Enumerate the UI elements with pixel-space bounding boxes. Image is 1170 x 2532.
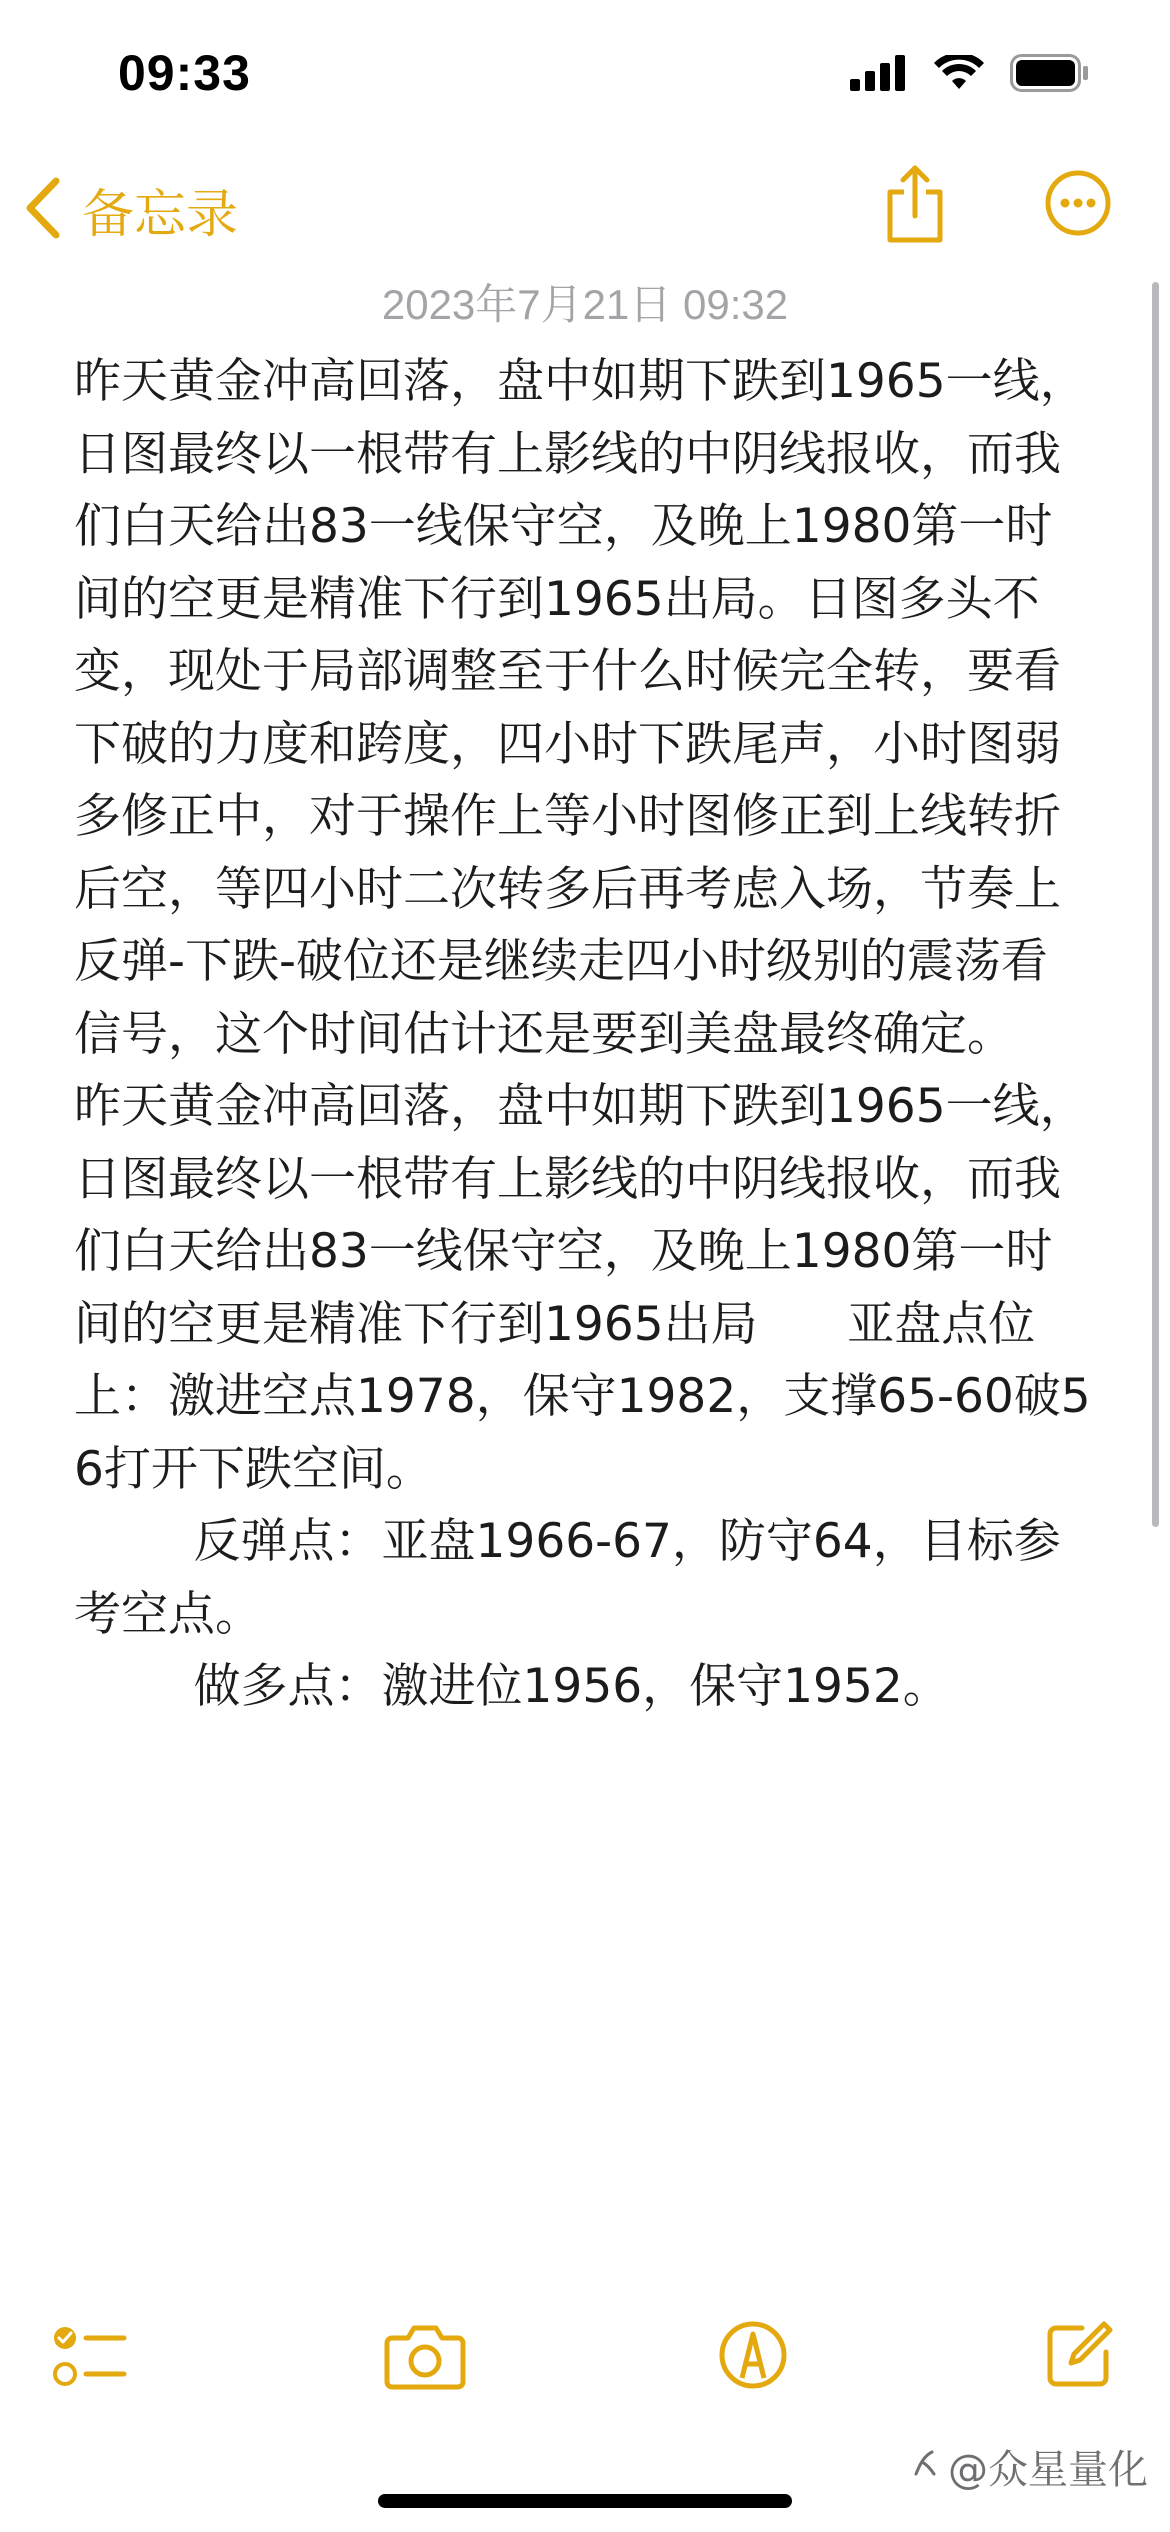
nav-bar xyxy=(0,150,1170,270)
home-indicator[interactable] xyxy=(378,2494,792,2508)
note-paragraph: 昨天黄金冲高回落，盘中如期下跌到1965一线，日图最终以一根带有上影线的中阴线报收，而我们白天给出83一线保守空，及晚上1980第一时间的空更是精准下行到1965出局 亚盘点位上：激进空点1978，保守1982，支撑65-60破56打开下跌空间。 xyxy=(74,1079,1091,1497)
watermark xyxy=(910,2438,1148,2495)
battery-icon xyxy=(1010,54,1090,92)
share-icon xyxy=(884,231,946,250)
bottom-toolbar xyxy=(0,2300,1170,2420)
status-icons xyxy=(850,54,1090,92)
markup-icon xyxy=(718,2375,788,2394)
camera-icon xyxy=(384,2375,466,2394)
status-bar xyxy=(0,0,1170,150)
markup-button[interactable] xyxy=(718,2320,788,2394)
note-body[interactable] xyxy=(74,346,1094,1724)
zhihu-logo-icon xyxy=(910,2444,944,2490)
more-icon xyxy=(1045,221,1111,240)
note-paragraph: 反弹点：亚盘1966-67，防守64，目标参考空点。 xyxy=(74,1514,1061,1642)
note-paragraph: 做多点：激进位1956，保守1952。 xyxy=(74,1659,950,1714)
wifi-icon xyxy=(934,55,984,91)
checklist-icon xyxy=(52,2377,128,2396)
compose-icon xyxy=(1046,2373,1114,2392)
signal-icon xyxy=(850,55,908,91)
status-time: 09:33 xyxy=(118,45,251,101)
note-paragraph: 昨天黄金冲高回落，盘中如期下跌到1965一线，日图最终以一根带有上影线的中阴线报收，而我们白天给出83一线保守空，及晚上1980第一时间的空更是精准下行到1965出局。日图多头不变，现处于局部调整至于什么时候完全转，要看下破的力度和跨度，四小时下跌尾声，小时图弱多修正中，对于操作上等小时图修正到上线转折后空，等四小时二次转多后再考虑入场，节奏上反弹-下跌-破位还是继续走四小时级别的震荡看信号，这个时间估计还是要到美盘最终确定。 xyxy=(74,354,1087,1062)
back-label: 备忘录 xyxy=(82,185,239,245)
more-button[interactable] xyxy=(1045,170,1111,240)
scroll-indicator[interactable] xyxy=(1152,282,1159,1527)
compose-button[interactable] xyxy=(1046,2320,1114,2392)
back-button[interactable] xyxy=(24,172,238,247)
watermark-text: @众星量化 xyxy=(948,2447,1148,2493)
checklist-button[interactable] xyxy=(52,2320,128,2396)
chevron-left-icon xyxy=(24,177,64,243)
camera-button[interactable] xyxy=(384,2320,466,2394)
share-button[interactable] xyxy=(884,164,946,250)
note-date: 2023年7月21日 09:32 xyxy=(381,281,789,328)
